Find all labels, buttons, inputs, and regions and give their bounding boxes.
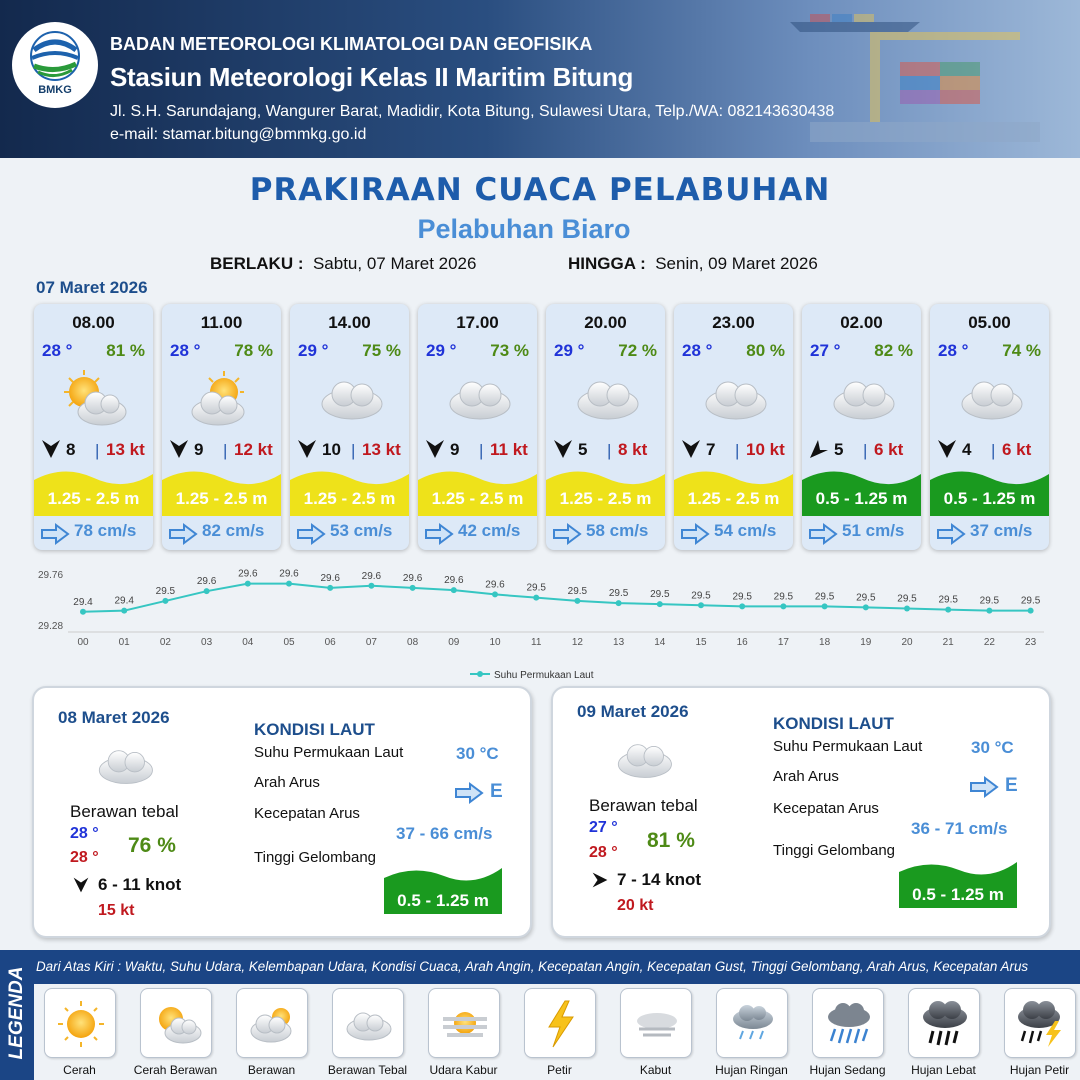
sst-data-label: 29.6 <box>361 570 382 582</box>
sst-data-label: 29.5 <box>691 590 711 602</box>
card-humidity: 80 % <box>746 341 785 360</box>
legend-caption: Dari Atas Kiri : Waktu, Suhu Udara, Kelembapan Udara, Kondisi Cuaca, Arah Angin, Kecepatan Angin, Kecepatan Gust, Tinggi Gelombang, Arah Arus, Kecepatan Arus <box>36 959 1029 974</box>
sst-value: 30 °C <box>456 744 499 763</box>
wave-height: 0.5 - 1.25 m <box>943 489 1036 508</box>
lightning-icon <box>535 999 587 1049</box>
sst-data-label: 29.5 <box>979 595 1000 607</box>
sst-point <box>863 604 869 610</box>
wave-height: 1.25 - 2.5 m <box>303 489 396 508</box>
day-gust: 15 kt <box>98 902 135 919</box>
cloud-icon <box>343 999 395 1049</box>
wind-speed: 8 <box>66 440 76 459</box>
berawan-tebal-icon <box>828 370 898 430</box>
current-direction: E <box>490 781 503 802</box>
gust-speed: 13 kt <box>362 440 401 459</box>
x-tick-label: 10 <box>489 637 501 648</box>
page-title: PRAKIRAAN CUACA PELABUHAN <box>249 172 831 208</box>
day-date: 09 Maret 2026 <box>577 702 689 721</box>
sst-data-label: 29.5 <box>856 592 876 604</box>
card-humidity: 73 % <box>490 341 529 360</box>
x-tick-label: 14 <box>654 637 666 648</box>
moderate-rain-icon <box>823 999 875 1049</box>
arrow-south-icon <box>936 438 958 460</box>
station-email: e-mail: stamar.bitung@bmmkg.go.id <box>110 126 367 143</box>
card-temp: 28 ° <box>170 341 201 360</box>
sun-icon <box>55 999 107 1049</box>
sst-point <box>451 587 457 593</box>
arrow-east-icon <box>424 523 454 545</box>
chart-legend <box>470 670 594 681</box>
wave-height: 1.25 - 2.5 m <box>687 489 780 508</box>
sst-data-label: 29.5 <box>155 585 176 597</box>
x-tick-label: 09 <box>448 637 460 648</box>
sst-data-label: 29.6 <box>485 579 505 591</box>
sst-point <box>121 608 127 614</box>
sst-point <box>286 581 292 587</box>
legend-item <box>524 988 596 1058</box>
x-tick-label: 22 <box>983 637 995 648</box>
card-temp: 28 ° <box>42 341 73 360</box>
sst-point <box>1028 608 1034 614</box>
current-speed: 42 cm/s <box>458 521 521 540</box>
sst-point <box>574 598 580 604</box>
forecast-card <box>546 304 665 550</box>
sst-point <box>80 609 86 615</box>
wave-height: 0.5 - 1.25 m <box>815 489 908 508</box>
legend-item <box>812 988 884 1058</box>
x-tick-label: 06 <box>324 637 336 648</box>
sst-value: 30 °C <box>971 738 1014 757</box>
legend-label: Udara Kabur <box>429 1063 498 1077</box>
port-name: Pelabuhan Biaro <box>417 214 631 244</box>
forecast-card <box>290 304 409 550</box>
day-humidity: 76 % <box>128 834 176 857</box>
legend-label: Kabut <box>639 1063 672 1077</box>
separator: | <box>991 441 996 460</box>
legend-label: Suhu Permukaan Laut <box>494 670 594 681</box>
card-humidity: 78 % <box>234 341 273 360</box>
day-panel <box>551 686 1051 938</box>
card-humidity: 81 % <box>106 341 145 360</box>
day-condition: Berawan tebal <box>589 796 698 815</box>
berawan-tebal-icon <box>956 370 1026 430</box>
card-temp: 29 ° <box>426 341 457 360</box>
legend-item <box>428 988 500 1058</box>
legend-caption-bar <box>34 950 1080 984</box>
arrow-east-icon <box>936 523 966 545</box>
haze-icon <box>439 999 491 1049</box>
gust-speed: 6 kt <box>874 440 904 459</box>
wind-speed: 10 <box>322 440 341 459</box>
day-wind: 7 - 14 knot <box>617 870 702 889</box>
wind-speed: 9 <box>194 440 204 459</box>
sst-data-label: 29.5 <box>608 588 629 600</box>
separator: | <box>95 441 100 460</box>
legend-label: Hujan Lebat <box>911 1063 976 1077</box>
legend-label: Petir <box>547 1063 572 1077</box>
valid-to-label: HINGGA : <box>568 254 646 273</box>
arrow-east-icon <box>680 523 710 545</box>
day-wave-height: 0.5 - 1.25 m <box>397 891 489 910</box>
legend-item <box>332 988 404 1058</box>
berawan-tebal-icon <box>700 370 770 430</box>
x-tick-label: 16 <box>736 637 748 648</box>
current-direction: E <box>1005 775 1018 796</box>
wind-speed: 7 <box>706 440 716 459</box>
x-tick-label: 17 <box>777 637 789 648</box>
x-tick-label: 20 <box>901 637 913 648</box>
forecast-card <box>674 304 793 550</box>
wind-speed: 5 <box>834 440 844 459</box>
legend-marker <box>477 671 483 677</box>
arrow-south-icon <box>168 438 190 460</box>
wind-speed: 5 <box>578 440 588 459</box>
arrow-east-icon <box>454 782 484 804</box>
legend-sidebar <box>0 950 34 1080</box>
day-gust: 20 kt <box>617 897 654 914</box>
separator: | <box>223 441 228 460</box>
day-humidity: 81 % <box>647 829 695 852</box>
sst-point <box>327 585 333 591</box>
current-direction-label: Arah Arus <box>254 774 320 791</box>
arrow-east-icon <box>808 523 838 545</box>
current-speed: 54 cm/s <box>714 521 777 540</box>
arrow-south-icon <box>680 438 702 460</box>
y-tick-min: 29.28 <box>38 621 64 632</box>
arrow-south-icon <box>40 438 62 460</box>
arrow-east-icon <box>591 871 609 889</box>
sst-data-label: 29.5 <box>650 589 670 601</box>
day-panel <box>32 686 532 938</box>
sst-point <box>368 583 374 589</box>
separator: | <box>735 441 740 460</box>
x-tick-label: 11 <box>531 637 542 648</box>
legend-label: Cerah <box>63 1063 96 1077</box>
gust-speed: 8 kt <box>618 440 648 459</box>
y-tick-max: 29.76 <box>38 570 64 581</box>
sst-point <box>822 603 828 609</box>
current-speed-range: 36 - 71 cm/s <box>911 819 1008 838</box>
arrow-east-icon <box>168 523 198 545</box>
arrow-south-icon <box>424 438 446 460</box>
wave-height: 1.25 - 2.5 m <box>431 489 524 508</box>
day-temp-min: 28 ° <box>70 849 99 866</box>
separator: | <box>863 441 868 460</box>
sst-point <box>780 603 786 609</box>
sst-data-label: 29.4 <box>73 596 93 608</box>
sst-data-label: 29.5 <box>732 591 752 603</box>
arrow-east-icon <box>40 523 70 545</box>
berawan-tebal-icon <box>94 740 156 788</box>
day-condition: Berawan tebal <box>70 802 179 821</box>
card-time: 11.00 <box>200 313 243 332</box>
valid-from <box>210 254 476 274</box>
x-tick-label: 00 <box>77 637 89 648</box>
card-humidity: 75 % <box>362 341 401 360</box>
legend-label: Berawan Tebal <box>327 1063 408 1077</box>
forecast-card <box>802 304 921 550</box>
sst-data-label: 29.6 <box>196 576 217 588</box>
legend-item <box>1004 988 1076 1058</box>
forecast-card <box>162 304 281 550</box>
gust-speed: 12 kt <box>234 440 273 459</box>
legend-item <box>44 988 116 1058</box>
separator: | <box>479 441 484 460</box>
sst-data-label: 29.5 <box>897 593 917 605</box>
current-speed: 37 cm/s <box>970 521 1033 540</box>
sst-data-label: 29.5 <box>938 594 958 606</box>
card-temp: 29 ° <box>554 341 585 360</box>
thunderstorm-icon <box>1015 999 1067 1049</box>
card-time: 14.00 <box>328 313 371 332</box>
arrow-east-icon <box>552 523 582 545</box>
sea-condition-title: KONDISI LAUT <box>254 720 375 739</box>
current-speed: 82 cm/s <box>202 521 265 540</box>
day-temp-max: 27 ° <box>589 819 618 836</box>
card-time: 08.00 <box>72 313 115 332</box>
cloud-sun-icon <box>247 999 299 1049</box>
card-time: 02.00 <box>840 313 883 332</box>
sst-point <box>739 603 745 609</box>
station-name: Stasiun Meteorologi Kelas II Maritim Bitung <box>110 62 634 92</box>
berawan-tebal-icon <box>572 370 642 430</box>
legend-label: Hujan Petir <box>1009 1063 1070 1077</box>
logo-text: BMKG <box>38 84 72 96</box>
legend-title: LEGENDA <box>6 966 27 1060</box>
sea-condition-title: KONDISI LAUT <box>773 714 894 733</box>
x-tick-label: 15 <box>695 637 707 648</box>
card-temp: 27 ° <box>810 341 841 360</box>
sst-data-label: 29.4 <box>114 595 134 607</box>
legend-item <box>236 988 308 1058</box>
card-time: 05.00 <box>968 313 1011 332</box>
sst-point <box>698 602 704 608</box>
wave-height-label: Tinggi Gelombang <box>773 842 896 859</box>
sst-point <box>162 598 168 604</box>
current-speed: 53 cm/s <box>330 521 393 540</box>
separator: | <box>351 441 356 460</box>
berawan-tebal-icon <box>444 370 514 430</box>
sst-point <box>657 601 663 607</box>
day-temp-min: 28 ° <box>589 844 618 861</box>
sst-data-label: 29.5 <box>567 585 588 597</box>
x-tick-label: 19 <box>860 637 872 648</box>
legend-item <box>908 988 980 1058</box>
bmkg-logo <box>12 22 98 108</box>
current-speed-label: Kecepatan Arus <box>773 800 879 817</box>
arrow-east-icon <box>969 776 999 798</box>
separator: | <box>607 441 612 460</box>
sst-point <box>616 600 622 606</box>
sst-series-line <box>83 584 1031 612</box>
current-speed: 58 cm/s <box>586 521 649 540</box>
sst-point <box>492 591 498 597</box>
ship-illustration <box>790 8 920 32</box>
legend-icons <box>34 984 1080 1080</box>
legend-label: Cerah Berawan <box>133 1063 218 1077</box>
card-humidity: 82 % <box>874 341 913 360</box>
sst-point <box>533 595 539 601</box>
berawan-tebal-icon <box>613 734 675 782</box>
current-speed: 78 cm/s <box>74 521 137 540</box>
wave-height: 1.25 - 2.5 m <box>175 489 268 508</box>
sst-data-label: 29.5 <box>1020 595 1041 607</box>
legend-label: Hujan Ringan <box>715 1063 788 1077</box>
sun-cloud-icon <box>151 999 203 1049</box>
legend-item <box>140 988 212 1058</box>
cerah-berawan-icon <box>188 370 258 430</box>
day-date: 08 Maret 2026 <box>58 708 170 727</box>
arrow-east-icon <box>296 523 326 545</box>
sst-data-label: 29.6 <box>238 568 258 580</box>
cerah-berawan-icon <box>60 370 130 430</box>
sst-label: Suhu Permukaan Laut <box>254 744 404 761</box>
x-tick-label: 01 <box>118 637 130 648</box>
fog-icon <box>631 999 683 1049</box>
card-temp: 29 ° <box>298 341 329 360</box>
sst-data-label: 29.5 <box>526 582 546 594</box>
legend-item <box>620 988 692 1058</box>
heavy-rain-icon <box>919 999 971 1049</box>
wave-height: 1.25 - 2.5 m <box>47 489 140 508</box>
arrow-south-icon <box>296 438 318 460</box>
card-temp: 28 ° <box>682 341 713 360</box>
day-temp-max: 28 ° <box>70 825 99 842</box>
sst-data-label: 29.6 <box>444 575 464 587</box>
sst-point <box>410 585 416 591</box>
legend-item <box>716 988 788 1058</box>
card-humidity: 72 % <box>618 341 657 360</box>
light-rain-icon <box>727 999 779 1049</box>
valid-to-value: Senin, 09 Maret 2026 <box>655 254 818 273</box>
day1-date: 07 Maret 2026 <box>36 278 148 297</box>
sst-line-chart <box>34 562 1050 682</box>
card-time: 17.00 <box>456 313 499 332</box>
card-temp: 28 ° <box>938 341 969 360</box>
header-banner <box>0 0 1080 158</box>
valid-to <box>568 254 818 274</box>
day-wind: 6 - 11 knot <box>98 875 182 894</box>
x-tick-label: 04 <box>242 637 254 648</box>
day-wave-height: 0.5 - 1.25 m <box>912 885 1004 904</box>
sst-data-label: 29.6 <box>320 572 340 584</box>
x-tick-label: 12 <box>571 637 583 648</box>
x-tick-label: 08 <box>407 637 419 648</box>
x-tick-label: 07 <box>365 637 377 648</box>
wind-speed: 9 <box>450 440 460 459</box>
sst-data-label: 29.5 <box>773 591 794 603</box>
berawan-tebal-icon <box>316 370 386 430</box>
gust-speed: 10 kt <box>746 440 785 459</box>
legend-label: Hujan Sedang <box>809 1063 886 1077</box>
bmkg-emblem-icon <box>22 30 88 82</box>
forecast-card <box>418 304 537 550</box>
x-tick-label: 23 <box>1025 637 1037 648</box>
valid-from-value: Sabtu, 07 Maret 2026 <box>312 254 477 273</box>
forecast-card <box>34 304 153 550</box>
wave-height-label: Tinggi Gelombang <box>254 849 377 866</box>
wind-speed: 4 <box>962 440 972 459</box>
gust-speed: 11 kt <box>490 440 528 459</box>
arrow-southwest-icon <box>808 438 830 460</box>
x-tick-label: 02 <box>159 637 171 648</box>
sst-label: Suhu Permukaan Laut <box>773 738 923 755</box>
gust-speed: 6 kt <box>1002 440 1032 459</box>
current-speed-range: 37 - 66 cm/s <box>396 824 493 843</box>
current-direction-label: Arah Arus <box>773 768 839 785</box>
x-tick-label: 05 <box>283 637 295 648</box>
sst-point <box>245 581 251 587</box>
card-time: 23.00 <box>712 313 755 332</box>
x-tick-label: 18 <box>819 637 831 648</box>
valid-from-label: BERLAKU : <box>210 254 304 273</box>
sst-point <box>904 606 910 612</box>
sst-data-label: 29.6 <box>402 572 423 584</box>
card-humidity: 74 % <box>1002 341 1041 360</box>
arrow-south-icon <box>72 876 90 894</box>
current-speed-label: Kecepatan Arus <box>254 805 360 822</box>
x-tick-label: 03 <box>201 637 213 648</box>
sst-data-label: 29.6 <box>279 568 299 580</box>
sst-point <box>945 607 951 613</box>
sst-point <box>204 588 210 594</box>
wave-height: 1.25 - 2.5 m <box>559 489 652 508</box>
agency-name: BADAN METEOROLOGI KLIMATOLOGI DAN GEOFISIKA <box>110 34 593 54</box>
legend-label: Berawan <box>247 1063 296 1077</box>
current-speed: 51 cm/s <box>842 521 905 540</box>
x-tick-label: 21 <box>942 637 954 648</box>
sst-data-label: 29.5 <box>814 591 835 603</box>
gust-speed: 13 kt <box>106 440 145 459</box>
forecast-card <box>930 304 1049 550</box>
card-time: 20.00 <box>584 313 627 332</box>
station-address: Jl. S.H. Sarundajang, Wangurer Barat, Madidir, Kota Bitung, Sulawesi Utara, Telp./WA: 082143630438 <box>110 103 835 120</box>
arrow-south-icon <box>552 438 574 460</box>
x-tick-label: 13 <box>613 637 625 648</box>
sst-point <box>986 608 992 614</box>
